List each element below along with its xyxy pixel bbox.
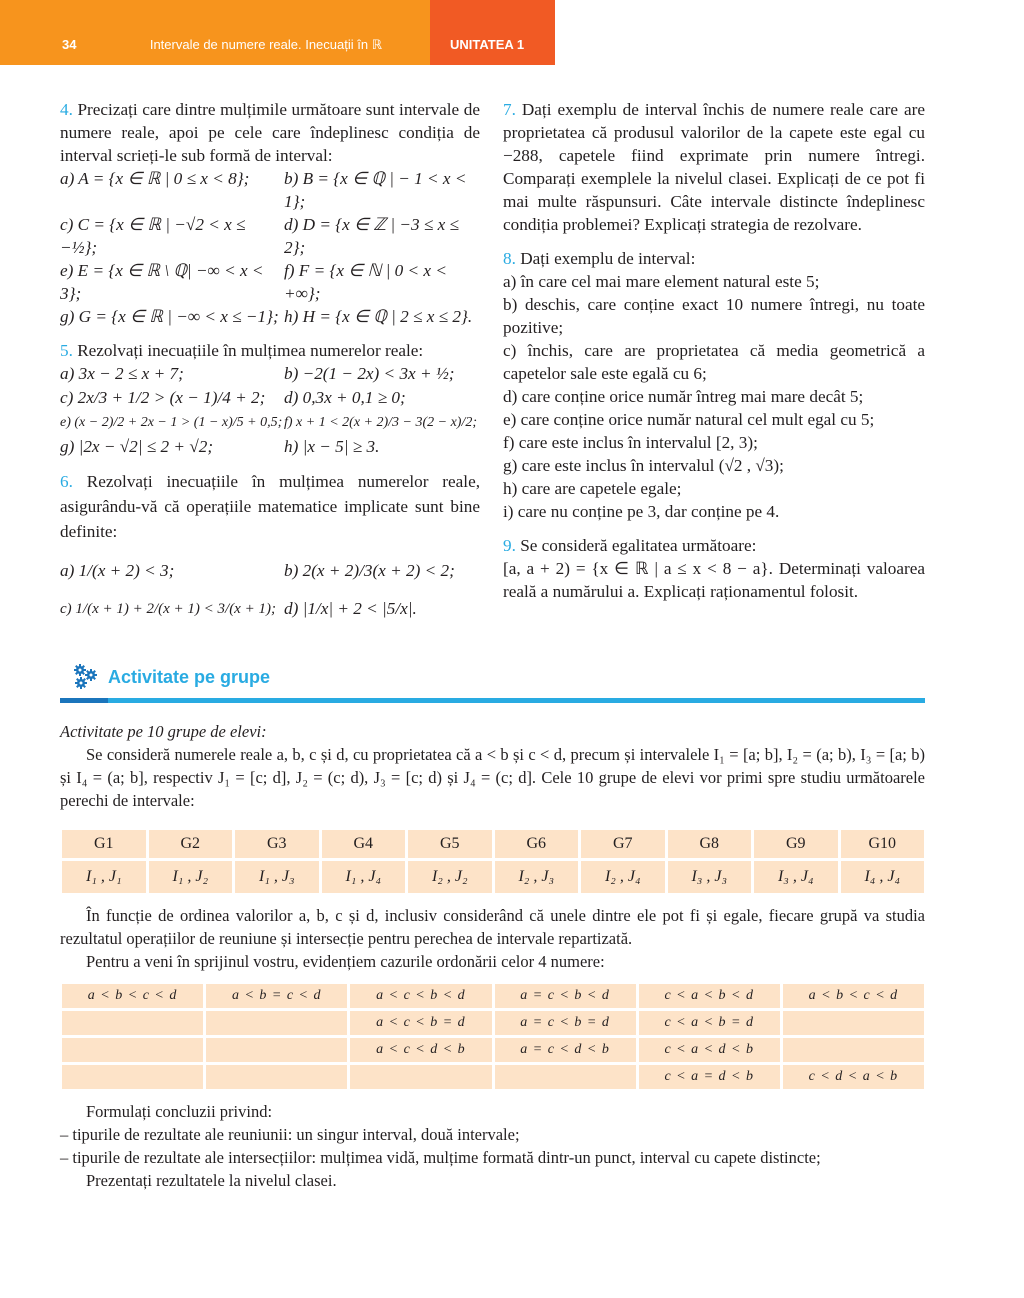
exercise-item-row [60, 213, 480, 259]
exercise-item: d) 0,3x + 0,1 ≥ 0; [284, 388, 406, 407]
exercise-text-cont: [a, a + 2) = {x ∈ ℝ | a ≤ x < 8 − a}. Determinați valoarea reală a numărului a. Explicați raționamentul folosit. [503, 559, 925, 601]
group-pair-cell: I₂ , J₄ [581, 861, 665, 893]
exercise-number: 7. [503, 100, 516, 119]
exercise-item: d) |1/x| + 2 < |5/x|. [284, 599, 417, 618]
group-pair-cell: I₃ , J₄ [754, 861, 838, 893]
exercise-item: c) închis, care are proprietatea că media geometrică a capetelor sale este egală cu 6; [503, 341, 925, 383]
exercise-6 [60, 469, 480, 624]
group-pair-cell: I₂ , J₃ [495, 861, 579, 893]
exercise-item: f) F = {x ∈ ℕ | 0 < x < +∞}; [284, 261, 447, 303]
group-header-cell: G2 [149, 830, 233, 858]
group-pair-cell: I₄ , J₄ [841, 861, 925, 893]
exercise-item: c) 2x/3 + 1/2 > (x − 1)/4 + 2; [60, 388, 266, 407]
exercise-item: b) 2(x + 2)/3(x + 2) < 2; [284, 561, 455, 580]
section-header [72, 663, 270, 691]
page-header [0, 0, 555, 65]
header-unit-band [430, 0, 555, 65]
group-header-cell: G10 [841, 830, 925, 858]
ordering-case-cell [206, 1038, 347, 1062]
chapter-title: Intervale de numere reale. Inecuații în ℝ [149, 37, 382, 52]
exercise-item-row [60, 410, 480, 435]
ordering-case-cell [783, 1038, 924, 1062]
conclusion-item: – tipurile de rezultate ale intersecțiilor: mulțimea vidă, mulțime formată dintr-un punct, interval cu capete distincte; [60, 1148, 821, 1167]
exercise-item: c) 1/(x + 1) + 2/(x + 1) < 3/(x + 1); [60, 601, 276, 617]
ordering-case-cell [62, 1038, 203, 1062]
group-header-cell: G3 [235, 830, 319, 858]
exercise-item-row [60, 385, 480, 410]
ordering-case-cell [783, 1011, 924, 1035]
exercise-item: g) G = {x ∈ ℝ | −∞ < x ≤ −1}; [60, 307, 279, 326]
exercise-item: f) care este inclus în intervalul [2, 3); [503, 433, 758, 452]
exercise-item: h) |x − 5| ≥ 3. [284, 437, 380, 456]
exercise-item-row [60, 362, 480, 385]
exercise-8 [503, 247, 925, 523]
group-pair-cell: I₃ , J₃ [668, 861, 752, 893]
ordering-case-cell: c < a < b < d [639, 984, 780, 1008]
exercise-4 [60, 98, 480, 328]
ordering-cases-table [62, 984, 924, 1089]
group-pair-cell: I₁ , J₄ [322, 861, 406, 893]
exercise-text: Se consideră egalitatea următoare: [520, 536, 757, 555]
exercise-item-row [60, 556, 480, 586]
ordering-case-cell [206, 1065, 347, 1089]
activity-instructions [60, 904, 925, 973]
exercise-item: g) |2x − √2| ≤ 2 + √2; [60, 437, 214, 456]
exercise-item-row [60, 435, 480, 458]
page-number: 34 [62, 37, 77, 52]
exercise-item: d) care conține orice număr întreg mai mare decât 5; [503, 387, 864, 406]
exercise-item: a) 3x − 2 ≤ x + 7; [60, 364, 184, 383]
exercise-text: Dați exemplu de interval: [520, 249, 696, 268]
conclusions-intro: Formulați concluzii privind: [86, 1102, 273, 1121]
exercise-item-row [60, 259, 480, 305]
exercise-7 [503, 98, 925, 236]
section-title: Activitate pe grupe [108, 666, 271, 687]
exercise-item-row [60, 305, 480, 328]
ordering-case-cell: a < c < b = d [350, 1011, 491, 1035]
left-column [60, 98, 480, 635]
group-header-cell: G5 [408, 830, 492, 858]
ordering-case-cell: c < a < b = d [639, 1011, 780, 1035]
activity-paragraph: Se consideră numerele reale a, b, c și d, cu proprietatea că a < b și c < d, precum și intervalele I₁ = [a; b], I₂ = (a; b), I₃ = [a; b) și I₄ = (a; b], respectiv J₁ = [c; d], J₂ = (c; d), J₃ = [c; d) și J₄ = (c; d]. Cele 10 grupe de elevi vor primi spre studiu următoarele perechi de intervale: [60, 745, 925, 810]
exercise-number: 8. [503, 249, 516, 268]
activity-paragraph: Pentru a veni în sprijinul vostru, evidențiem cazurile ordonării celor 4 numere: [86, 952, 605, 971]
exercise-text: Rezolvați inecuațiile în mulțimea numerelor reale: [77, 341, 424, 360]
exercise-item: f) x + 1 < 2(x + 2)/3 − 3(2 − x)/2; [284, 415, 478, 430]
ordering-case-cell: c < d < a < b [783, 1065, 924, 1089]
exercise-text: Precizați care dintre mulțimile următoare sunt intervale de numere reale, apoi pe cele care îndeplinesc condiția de interval scrieți-le sub formă de interval: [60, 100, 481, 165]
ordering-case-cell [495, 1065, 636, 1089]
right-column [503, 98, 925, 614]
exercise-item: a) în care cel mai mare element natural este 5; [503, 272, 820, 291]
exercise-item: h) care are capetele egale; [503, 479, 682, 498]
exercise-text: Rezolvați inecuațiile în mulțimea numerelor reale, asigurându-vă că operațiile matematice implicate sunt bine definite: [60, 472, 480, 541]
exercise-number: 4. [60, 100, 73, 119]
ordering-case-cell: a = c < d < b [495, 1038, 636, 1062]
section-divider [60, 698, 925, 703]
ordering-case-cell: c < a = d < b [639, 1065, 780, 1089]
group-header-cell: G7 [581, 830, 665, 858]
ordering-case-cell: a < c < d < b [350, 1038, 491, 1062]
gears-icon [72, 663, 100, 691]
conclusion-final: Prezentați rezultatele la nivelul clasei. [86, 1171, 337, 1190]
group-header-cell: G9 [754, 830, 838, 858]
exercise-item: a) A = {x ∈ ℝ | 0 ≤ x < 8}; [60, 169, 250, 188]
exercise-item-row [60, 167, 480, 213]
ordering-case-cell: a < b = c < d [206, 984, 347, 1008]
exercise-item: e) E = {x ∈ ℝ \ ℚ| −∞ < x < 3}; [60, 261, 264, 303]
ordering-case-cell: a = c < b = d [495, 1011, 636, 1035]
groups-table [62, 830, 924, 893]
unit-label: UNITATEA 1 [450, 37, 525, 52]
exercise-9 [503, 534, 925, 603]
group-header-cell: G8 [668, 830, 752, 858]
exercise-item: b) −2(1 − 2x) < 3x + ½; [284, 364, 455, 383]
activity-intro [60, 720, 925, 812]
exercise-item: b) B = {x ∈ ℚ | − 1 < x < 1}; [284, 169, 467, 211]
group-pair-cell: I₁ , J₃ [235, 861, 319, 893]
ordering-case-cell: a = c < b < d [495, 984, 636, 1008]
exercise-number: 6. [60, 472, 73, 491]
exercise-item: h) H = {x ∈ ℚ | 2 ≤ x ≤ 2}. [284, 307, 473, 326]
group-pair-cell: I₂ , J₂ [408, 861, 492, 893]
exercise-item: e) care conține orice număr natural cel mult egal cu 5; [503, 410, 875, 429]
exercise-item: b) deschis, care conține exact 10 numere întregi, nu toate pozitive; [503, 295, 925, 337]
ordering-case-cell: c < a < d < b [639, 1038, 780, 1062]
exercise-text: Dați exemplu de interval închis de numere reale care are proprietatea că produsul valorilor de la capete este egal cu −288, capetele fiind exprimate prin numere întregi. Comparați exemplele la nivelul clasei. Explicați de ce pot fi mai multe răspunsuri. Câte intervale distincte îndeplinesc condiția problemei? Explicați strategia de rezolvare. [503, 100, 926, 234]
exercise-item-row [60, 594, 480, 624]
exercise-5 [60, 339, 480, 458]
exercise-item: a) 1/(x + 2) < 3; [60, 561, 175, 580]
ordering-case-cell: a < c < b < d [350, 984, 491, 1008]
group-header-cell: G6 [495, 830, 579, 858]
exercise-item: e) (x − 2)/2 + 2x − 1 > (1 − x)/5 + 0,5; [60, 415, 283, 430]
ordering-case-cell [206, 1011, 347, 1035]
group-pair-cell: I₁ , J₂ [149, 861, 233, 893]
exercise-item: d) D = {x ∈ ℤ | −3 ≤ x ≤ 2}; [284, 215, 459, 257]
ordering-case-cell: a < b < c < d [783, 984, 924, 1008]
header-orange-band [0, 0, 430, 65]
conclusion-item: – tipurile de rezultate ale reuniunii: un singur interval, două intervale; [60, 1125, 520, 1144]
activity-conclusions [60, 1100, 925, 1192]
exercise-item: i) care nu conține pe 3, dar conține pe 4. [503, 502, 780, 521]
exercise-item: g) care este inclus în intervalul (√2 , √3); [503, 456, 784, 475]
activity-subtitle: Activitate pe 10 grupe de elevi: [60, 722, 267, 741]
ordering-case-cell [350, 1065, 491, 1089]
activity-paragraph: În funcție de ordinea valorilor a, b, c și d, inclusiv considerând că unele dintre ele pot fi și egale, fiecare grupă va studia rezultatul operațiilor de reuniune și intersecție pentru perechea de intervale repartizată. [60, 906, 925, 948]
group-header-cell: G4 [322, 830, 406, 858]
ordering-case-cell [62, 1011, 203, 1035]
ordering-case-cell: a < b < c < d [62, 984, 203, 1008]
group-header-cell: G1 [62, 830, 146, 858]
section-divider-accent [60, 698, 108, 703]
exercise-item: c) C = {x ∈ ℝ | −√2 < x ≤ −½}; [60, 215, 246, 257]
group-pair-cell: I₁ , J₁ [62, 861, 146, 893]
ordering-case-cell [62, 1065, 203, 1089]
exercise-number: 9. [503, 536, 516, 555]
exercise-number: 5. [60, 341, 73, 360]
